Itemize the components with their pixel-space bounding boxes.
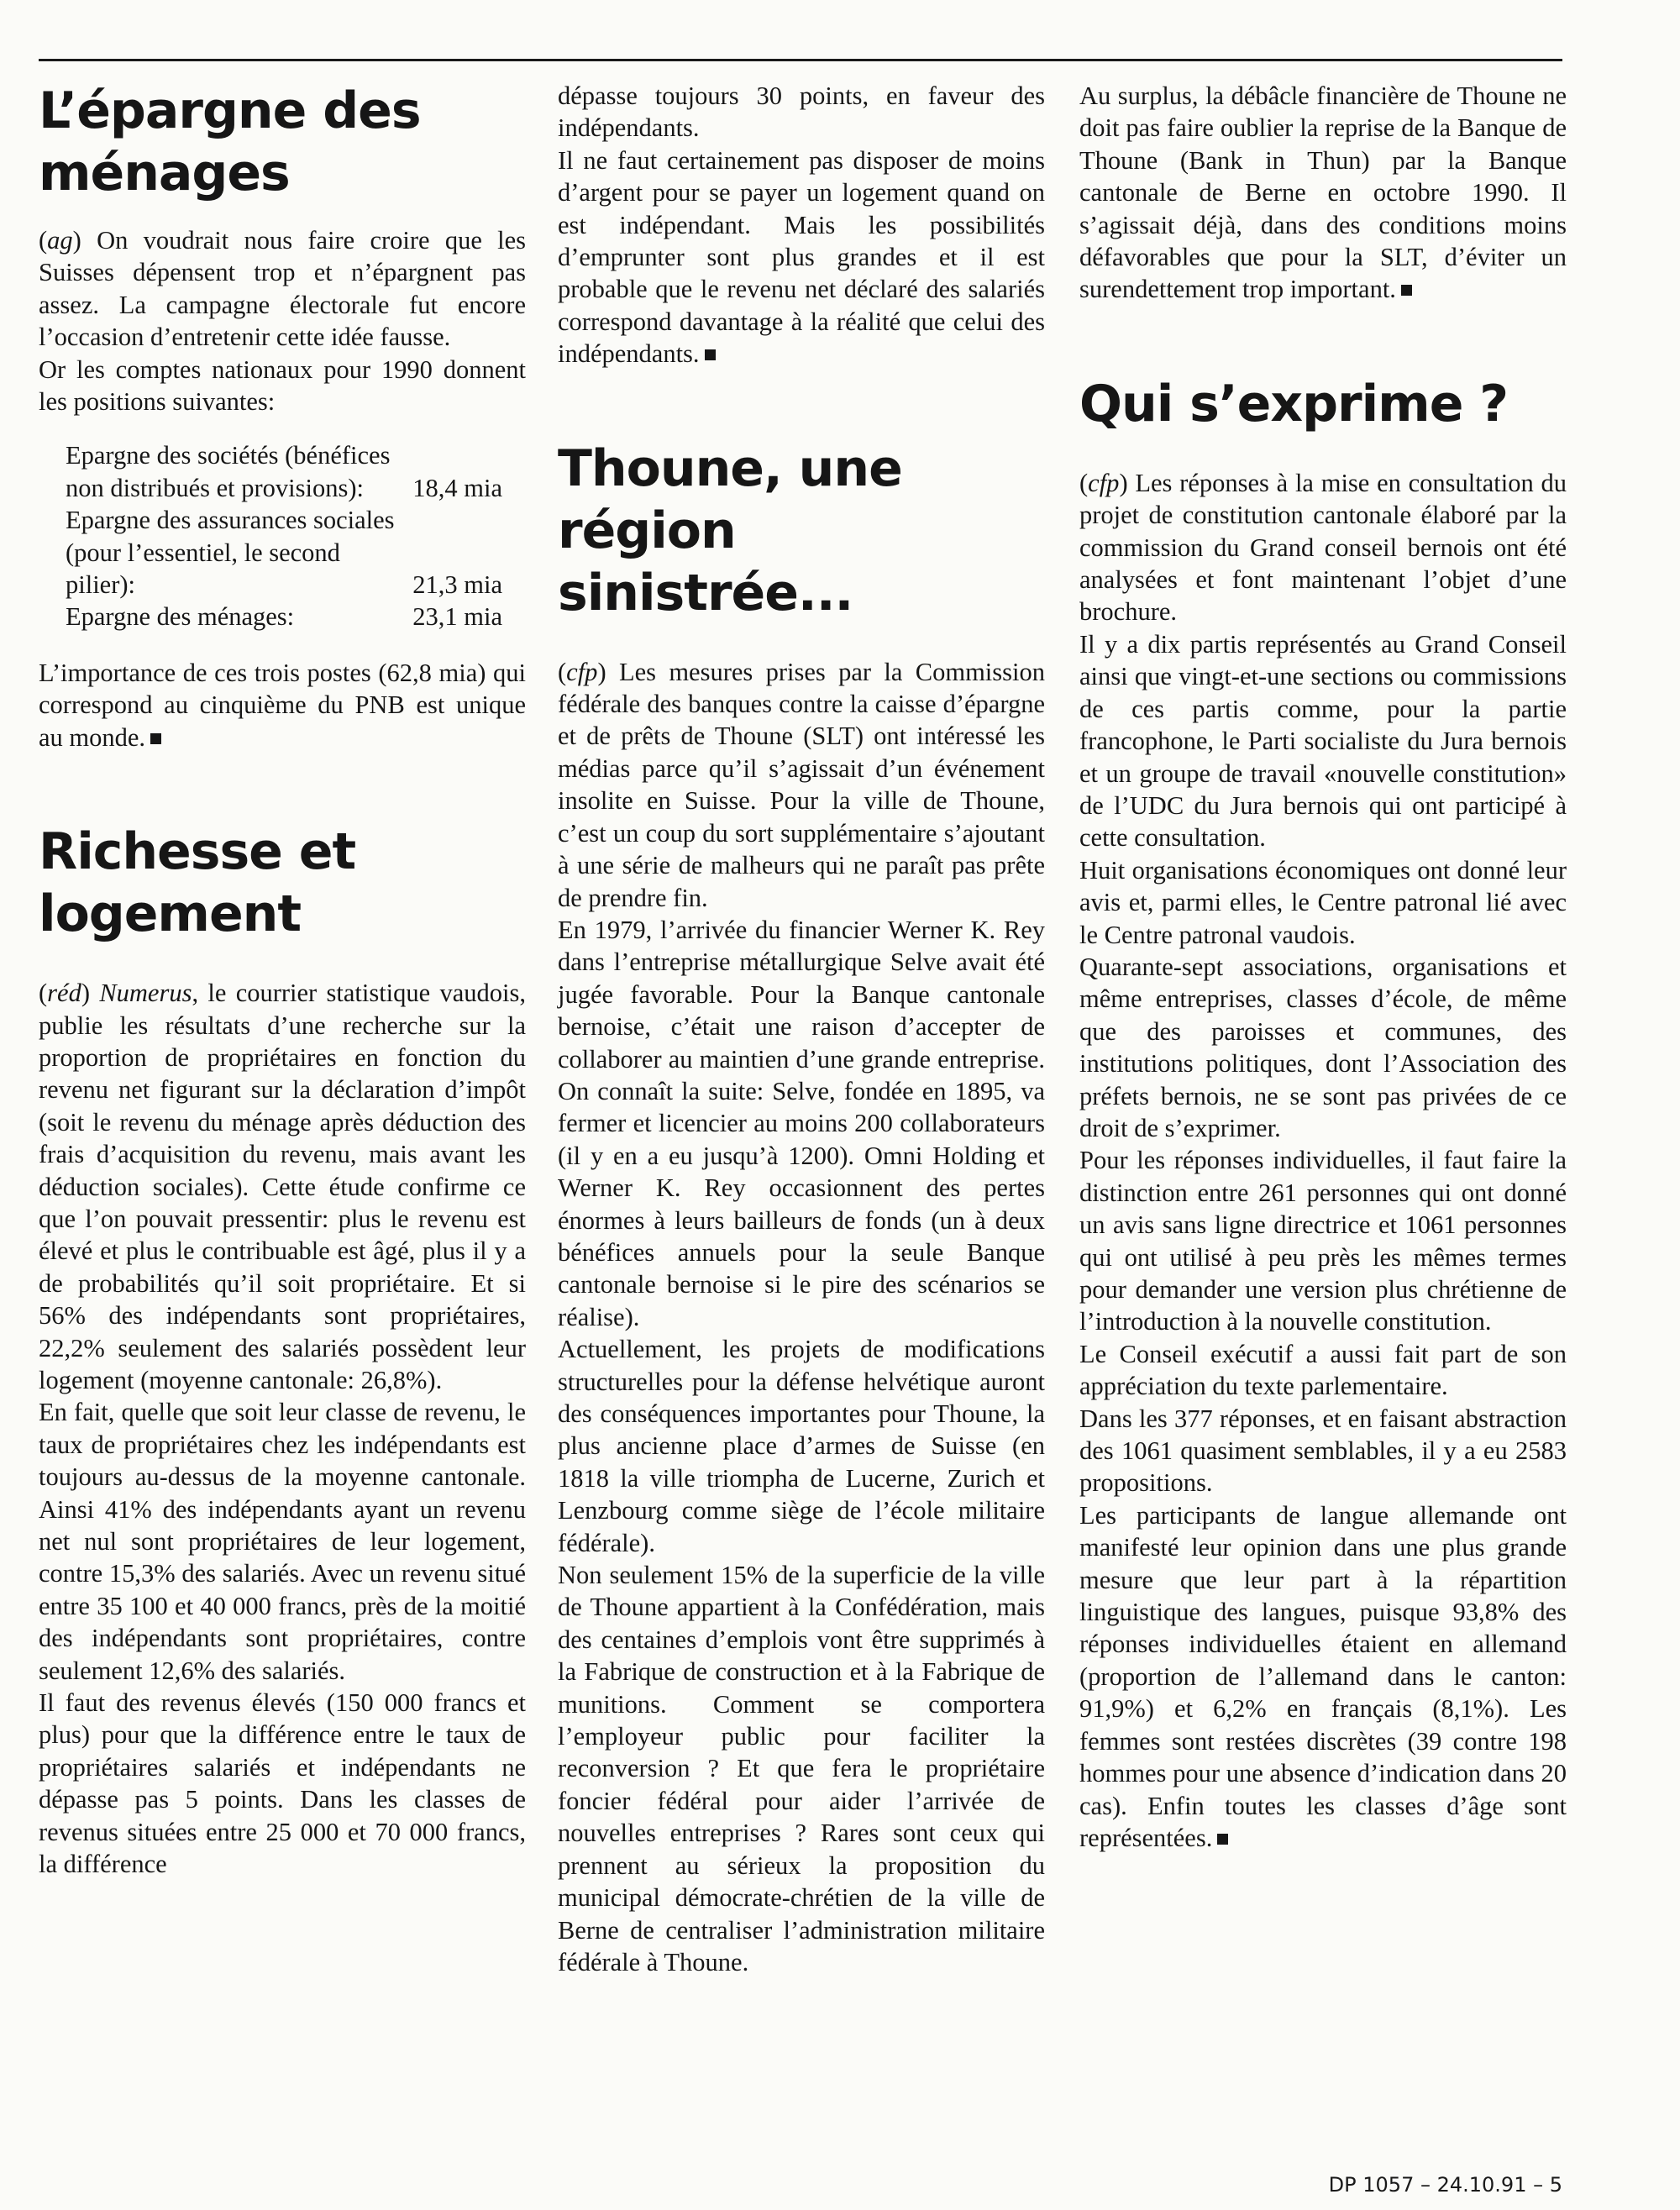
paragraph: L’importance de ces trois postes (62,8 mia) qui correspond au cinquième du PNB est unique au monde.: [39, 658, 526, 752]
paragraph: En fait, quelle que soit leur classe de revenu, le taux de propriétaires chez les indépendants est toujours au-dessus de la moyenne cantonale. Ainsi 41% des indépendants ayant un revenu net nul sont propriétaires de leur logement, contre 15,3% des salariés. Avec un revenu situé entre 35 100 et 40 000 francs, près de la moitié des indépendants sont propriétaires, contre seulement 12,6% des salariés.: [39, 1398, 526, 1685]
paragraph: dépasse toujours 30 points, en faveur des indépendants.: [558, 81, 1045, 143]
table-row: Epargne des assurances sociales (pour l’essentiel, le second pilier): 21,3 mia: [66, 506, 502, 600]
paragraph: Les participants de langue allemande ont manifesté leur opinion dans une plus grande mesure que leur part à la répartition linguistique des langues, puisque 93,8% des réponses individuelles étaient en allemand (proportion de l’allemand dans le canton: 91,9%) et 6,2% en français (8,1%). Les femmes sont restées discrètes (39 contre 198 hommes pour une absence d’indication dans 20 cas). Enfin toutes les classes d’âge sont représentées.: [1079, 1500, 1567, 1852]
paragraph: Huit organisations économiques ont donné leur avis et, parmi elles, le Centre patronal lié avec le Centre patronal vaudois.: [1079, 855, 1567, 949]
column-2: [558, 80, 1045, 1978]
paragraph: (cfp) Les réponses à la mise en consultation du projet de constitution cantonale élaboré par la commission du Grand conseil bernois ont été analysées et font maintenant l’objet d’une brochure.: [1079, 468, 1567, 627]
author-tag: réd: [47, 979, 81, 1008]
page-footer: DP 1057 – 24.10.91 – 5: [1328, 2173, 1562, 2197]
end-of-article-square-icon: [1401, 285, 1412, 296]
author-tag: cfp: [1088, 468, 1120, 497]
paragraph: Il ne faut certainement pas disposer de moins d’argent pour se payer un logement quand on est indépendant. Mais les possibilités d’emprunter sont plus grandes et il est probable que le revenu net déclaré des salariés correspond davantage à la réalité que celui des indépendants.: [558, 145, 1045, 369]
end-of-article-square-icon: [150, 733, 161, 744]
headline-qui-sexprime: Qui s’exprime ?: [1079, 374, 1509, 433]
paragraph: Le Conseil exécutif a aussi fait part de son appréciation du texte parlementaire.: [1079, 1339, 1567, 1401]
paragraph: Non seulement 15% de la superficie de la ville de Thoune appartient à la Confédération, mais des centaines d’emplois vont être supprimés à la Fabrique de construction et à la Fabrique de munitions. Comment se comportera l’employeur public pour faciliter la reconversion ? Et que fera le propriétaire foncier fédéral pour aider l’arrivée de nouvelles entreprises ? Rares sont ceux qui prennent au sérieux la proposition du municipal démocrate-chrétien de la ville de Berne de centraliser l’administration militaire fédérale à Thoune.: [558, 1561, 1045, 1976]
publication-name: Numerus: [99, 979, 192, 1008]
author-tag: ag: [47, 226, 73, 255]
end-of-article-square-icon: [1217, 1834, 1228, 1845]
top-rule: [39, 59, 1562, 61]
end-of-article-square-icon: [705, 349, 716, 360]
paragraph: Pour les réponses individuelles, il faut faire la distinction entre 261 personnes qui ont donné un avis sans ligne directrice et 1061 personnes qui ont utilisé à peu près les mêmes termes pour demander une version plus chrétienne de l’introduction à la nouvelle constitution.: [1079, 1146, 1567, 1336]
paragraph: (cfp) Les mesures prises par la Commission fédérale des banques contre la caisse d’épargne et de prêts de Thoune (SLT) ont intéressé les médias parce qu’il s’agissait d’un événement insolite en Suisse. Pour la ville de Thoune, c’est un coup du sort supplémentaire s’ajoutant à une série de malheurs qui ne paraît pas prête de prendre fin.: [558, 657, 1045, 912]
savings-table: [66, 439, 502, 633]
paragraph: Il y a dix partis représentés au Grand Conseil ainsi que vingt-et-une sections ou commissions de ces partis comme, pour la partie francophone, le Parti socialiste du Jura bernois et un groupe de travail «nouvelle constitution» de l’UDC du Jura bernois qui ont participé à cette consultation.: [1079, 629, 1567, 853]
paragraph: Dans les 377 réponses, et en faisant abstraction des 1061 quasiment semblables, il y a eu 2583 propositions.: [1079, 1404, 1567, 1498]
paragraph: (réd) Numerus, le courrier statistique vaudois, publie les résultats d’une recherche sur la proportion de propriétaires en fonction du revenu net figurant sur la déclaration d’impôt (soit le revenu du ménage après déduction des frais d’acquisition du revenu, mais avant les déduction sociales). Cette étude confirme ce que l’on pouvait pressentir: plus le revenu est élevé et plus le contribuable est âgé, plus il y a de probabilités qu’il soit propriétaire. Et si 56% des indépendants sont propriétaires, 22,2% seulement des salariés possèdent leur logement (moyenne cantonale: 26,8%).: [39, 979, 526, 1394]
paragraph: En 1979, l’arrivée du financier Werner K. Rey dans l’entreprise métallurgique Selve avait été jugée favorable. Pour la Banque cantonale bernoise, c’était une raison d’accepter de collaborer au maintien d’une grande entreprise. On connaît la suite: Selve, fondée en 1895, va fermer et licencier au moins 200 collaborateurs (il y en a eu jusqu’à 1200). Omni Holding et Werner K. Rey occasionnent des pertes énormes à leurs bailleurs de fonds (un à deux bénéfices annuels pour la seule Banque cantonale bernoise si le pire des scénarios se réalise).: [558, 915, 1045, 1331]
paragraph: Il faut des revenus élevés (150 000 francs et plus) pour que la différence entre le taux de propriétaires salariés et indépendants ne dépasse pas 5 points. Dans les classes de revenus situées entre 25 000 et 70 000 francs, la différence: [39, 1688, 526, 1879]
headline-epargne: L’épargne des ménages: [39, 81, 421, 202]
paragraph: Quarante-sept associations, organisations et même entreprises, classes d’école, de même que des paroisses et communes, des institutions politiques, dont l’Association des préfets bernois, ne se sont pas privées de ce droit de s’exprimer.: [1079, 952, 1567, 1142]
paragraph: Or les comptes nationaux pour 1990 donnent les positions suivantes:: [39, 354, 526, 417]
column-1: [39, 80, 526, 1880]
table-row: Epargne des ménages: 23,1 mia: [66, 602, 502, 632]
headline-richesse: Richesse et logement: [39, 822, 356, 944]
author-tag: cfp: [566, 657, 598, 686]
column-3: [1079, 80, 1567, 1854]
headline-thoune: Thoune, une région sinistrée...: [558, 438, 902, 622]
paragraph: Actuellement, les projets de modifications structurelles pour la défense helvétique auront des conséquences importantes pour Thoune, la plus ancienne place d’armes de Suisse (en 1818 la ville triompha de Lucerne, Zurich et Lenzbourg comme siège de l’école militaire fédérale).: [558, 1335, 1045, 1557]
table-row: Epargne des sociétés (bénéfices non distribués et provisions): 18,4 mia: [66, 441, 502, 502]
paragraph: Au surplus, la débâcle financière de Thoune ne doit pas faire oublier la reprise de la Banque de Thoune (Bank in Thun) par la Banque cantonale de Berne en octobre 1990. Il s’agissait déjà, dans des conditions moins défavorables que pour la SLT, d’éviter un surendettement trop important.: [1079, 81, 1567, 304]
paragraph: (ag) On voudrait nous faire croire que les Suisses dépensent trop et n’épargnent pas assez. La campagne électorale fut encore l’occasion d’entretenir cette idée fausse.: [39, 226, 526, 352]
